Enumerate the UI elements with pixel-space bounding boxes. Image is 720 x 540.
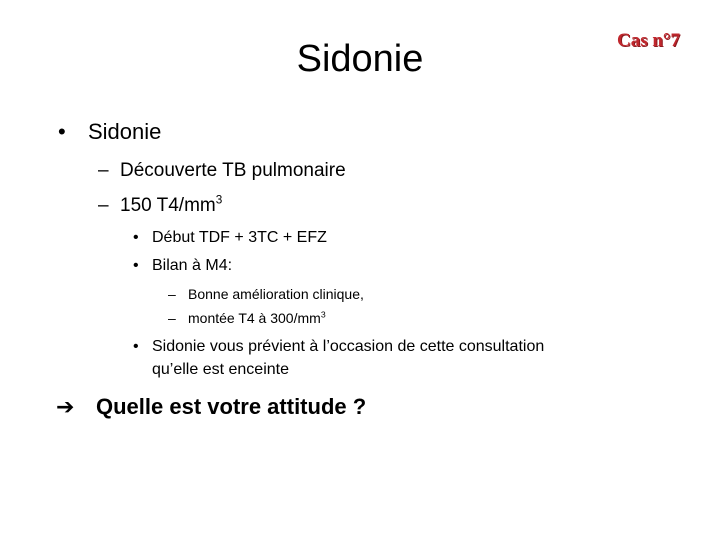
item-pregnancy-line1: Sidonie vous prévient à l’occasion de cette consultation xyxy=(152,338,545,355)
dash-icon: – xyxy=(98,160,109,181)
sub-bullet-cd4 xyxy=(98,195,222,217)
item-pregnancy xyxy=(133,338,544,356)
detail-cd4-rise-text: montée T4 à 300/mm xyxy=(188,310,321,326)
bullet-main xyxy=(58,119,161,145)
arrow-right-icon: ➔ xyxy=(56,394,75,419)
question-text: Quelle est votre attitude ? xyxy=(96,394,367,419)
bullet-dot-icon: • xyxy=(133,257,139,274)
bullet-dot-icon: • xyxy=(133,229,139,246)
dash-icon: – xyxy=(168,286,176,302)
item-assessment-text: Bilan à M4: xyxy=(152,257,233,274)
item-pregnancy-line2: qu’elle est enceinte xyxy=(152,361,289,378)
item-assessment xyxy=(133,257,232,275)
sub-bullet-diagnosis-text: Découverte TB pulmonaire xyxy=(120,160,346,181)
bullet-dot-icon: • xyxy=(133,338,139,355)
question-line xyxy=(56,394,366,420)
detail-clinical xyxy=(168,286,364,302)
dash-icon: – xyxy=(98,195,109,216)
sub-bullet-cd4-text: 150 T4/mm xyxy=(120,195,216,216)
superscript: 3 xyxy=(215,193,223,207)
slide-title: Sidonie xyxy=(296,38,424,80)
dash-icon: – xyxy=(168,310,176,326)
item-treatment-start-text: Début TDF + 3TC + EFZ xyxy=(152,229,327,246)
item-treatment-start xyxy=(133,229,327,247)
sub-bullet-diagnosis xyxy=(98,160,346,182)
detail-cd4-rise xyxy=(168,310,326,326)
detail-clinical-text: Bonne amélioration clinique, xyxy=(188,286,364,302)
case-number-tag: Cas n°7 xyxy=(616,30,680,51)
bullet-main-text: Sidonie xyxy=(88,119,162,144)
bullet-dot-icon: • xyxy=(58,119,66,144)
superscript: 3 xyxy=(320,309,326,320)
